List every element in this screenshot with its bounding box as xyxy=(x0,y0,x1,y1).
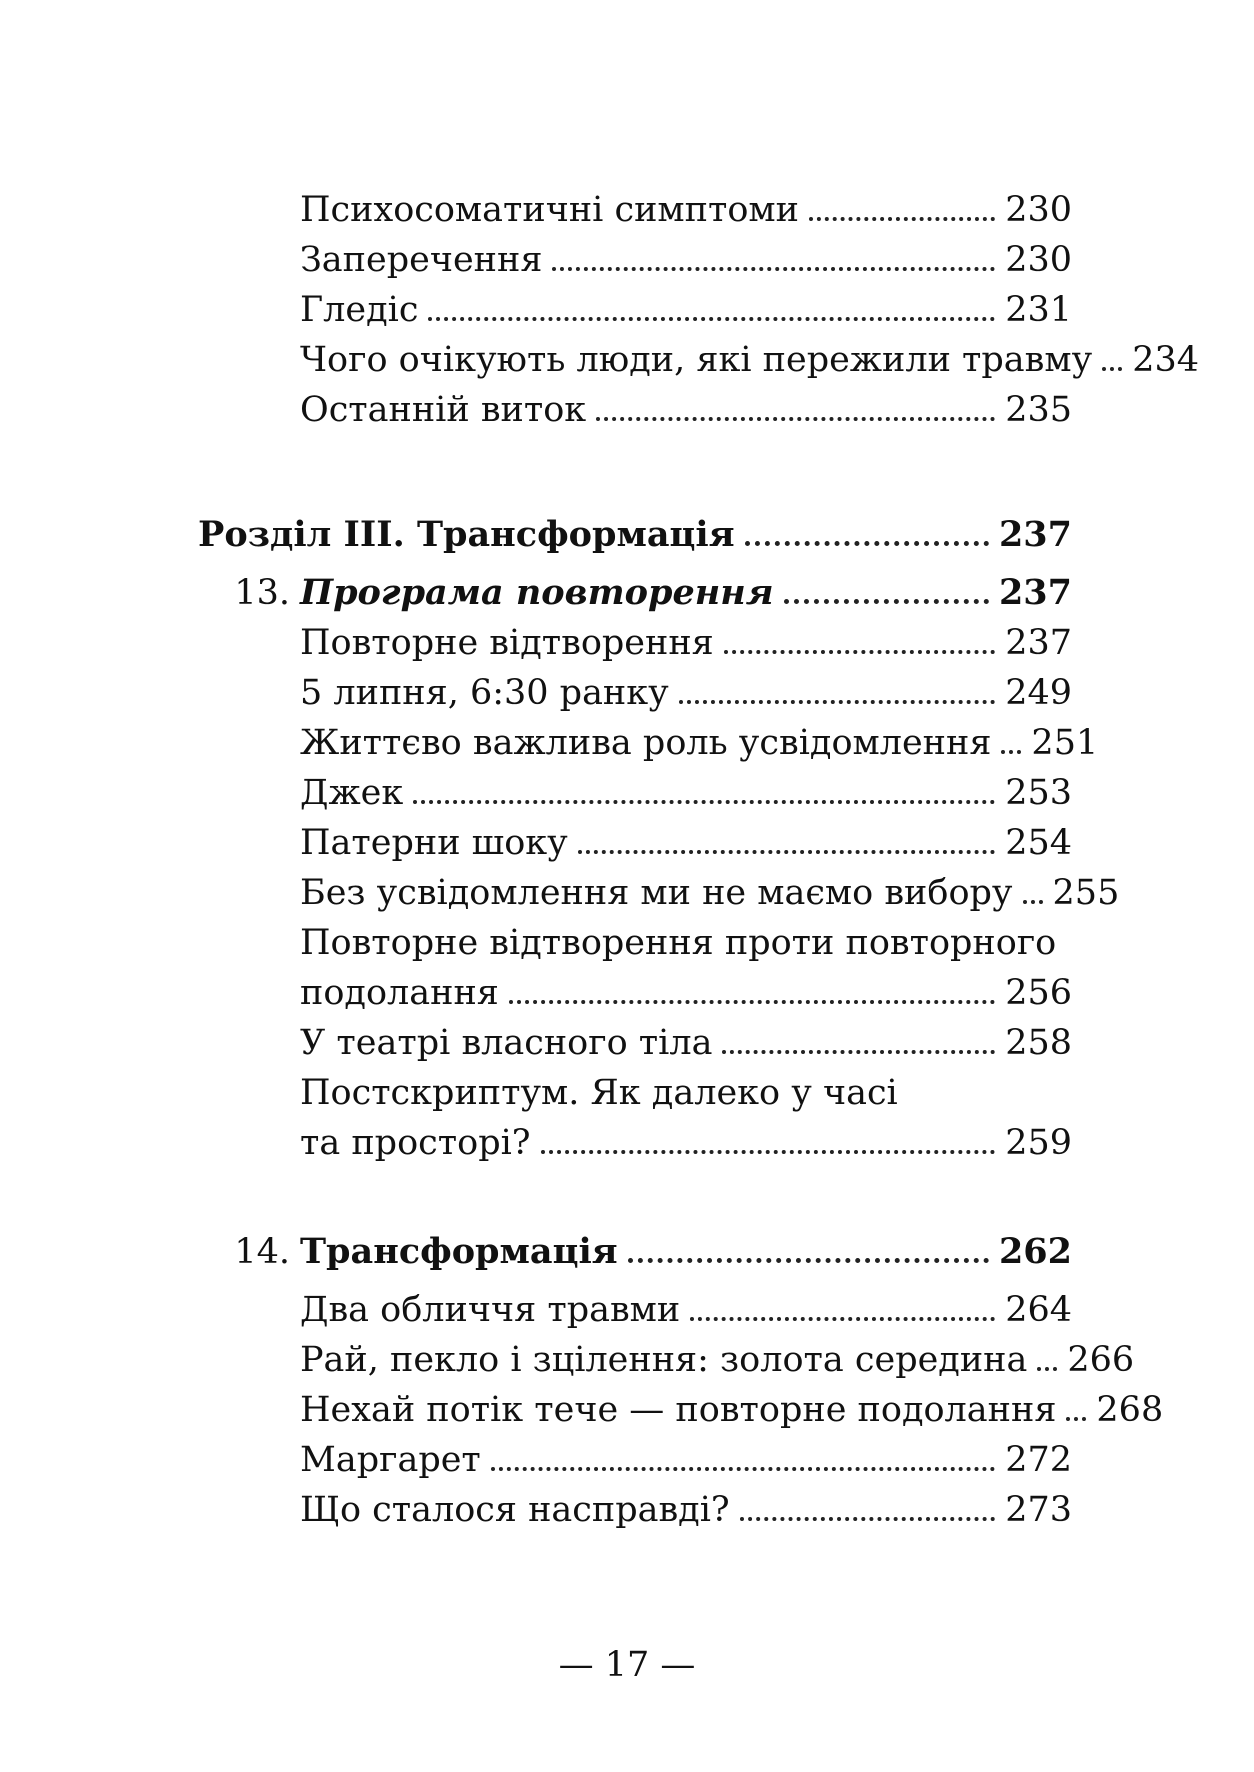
toc-entry xyxy=(0,1435,1254,1485)
toc-entry xyxy=(0,1018,1254,1068)
toc-entry-title: Життєво важлива роль усвідомлення xyxy=(300,723,992,763)
toc-entry-title: Останній виток xyxy=(300,390,587,430)
toc-entry xyxy=(0,1118,1254,1168)
toc-entry xyxy=(0,335,1254,385)
toc-entry-page: 254 xyxy=(1005,823,1072,863)
chapter-title: Трансформація xyxy=(300,1231,618,1272)
toc-entry-title-line1: Постскриптум. Як далеко у часі xyxy=(300,1073,898,1113)
toc-entry-page: 235 xyxy=(1005,390,1072,430)
toc-entry-title: Гледіс xyxy=(300,290,419,330)
toc-entry-page: 266 xyxy=(1067,1340,1135,1380)
toc-entry-title: Два обличчя травми xyxy=(300,1290,681,1330)
toc-entry xyxy=(0,868,1254,918)
toc-entry-title: У театрі власного тіла xyxy=(300,1023,713,1063)
chapter-page: 262 xyxy=(998,1231,1072,1272)
toc-entry-page: 272 xyxy=(1005,1440,1072,1480)
toc-entry-page: 230 xyxy=(1005,190,1072,230)
page-number: — 17 — xyxy=(558,1645,696,1685)
leader-dots xyxy=(745,541,989,546)
toc-entry xyxy=(0,1285,1254,1335)
toc-entry xyxy=(0,1385,1254,1435)
toc-entry-page: 264 xyxy=(1005,1290,1072,1330)
toc-entry xyxy=(0,818,1254,868)
toc-entry-title: Психосоматичні симптоми xyxy=(300,190,799,230)
leader-dots xyxy=(541,1150,996,1154)
toc-entry xyxy=(0,185,1254,235)
toc-entry xyxy=(0,968,1254,1018)
leader-dots xyxy=(809,217,995,221)
toc-entry-title: Без усвідомлення ми не маємо вибору xyxy=(300,873,1013,913)
section-title: Розділ ІІІ. Трансформація xyxy=(198,514,735,555)
toc-entry-page: 253 xyxy=(1005,773,1072,813)
toc-entry-title: Джек xyxy=(300,773,404,813)
chapter-number: 13. xyxy=(234,573,290,613)
toc-entry-wrap-line xyxy=(0,1068,1254,1118)
leader-dots xyxy=(1001,750,1021,754)
leader-dots xyxy=(679,700,995,704)
leader-dots xyxy=(1023,900,1043,904)
toc-entry-title: 5 липня, 6:30 ранку xyxy=(300,673,669,713)
toc-entry-page: 256 xyxy=(1005,973,1072,1013)
toc-entry xyxy=(0,285,1254,335)
leader-dots xyxy=(740,1517,995,1521)
leader-dots xyxy=(578,850,995,854)
leader-dots xyxy=(1066,1417,1086,1421)
toc-entry xyxy=(0,235,1254,285)
leader-dots xyxy=(1102,367,1122,371)
toc-chapter-heading xyxy=(0,1227,1254,1277)
chapter-title: Програма повторення xyxy=(300,572,774,613)
toc-section-heading xyxy=(0,510,1254,560)
toc-entry-title: Заперечення xyxy=(300,240,543,280)
leader-dots xyxy=(784,599,989,604)
leader-dots xyxy=(628,1258,989,1263)
toc-entry xyxy=(0,768,1254,818)
leader-dots xyxy=(690,1317,995,1321)
toc-entry-page: 231 xyxy=(1005,290,1072,330)
toc-entry-title: Маргарет xyxy=(300,1440,481,1480)
leader-dots xyxy=(413,800,995,804)
toc-entry-title: Чого очікують люди, які пережили травму xyxy=(300,340,1093,380)
chapter-page: 237 xyxy=(998,572,1072,613)
toc-entry-page: 255 xyxy=(1052,873,1120,913)
toc-entry-title-line1: Повторне відтворення проти повторного xyxy=(300,923,1057,963)
chapter-number: 14. xyxy=(234,1232,290,1272)
leader-dots xyxy=(1037,1367,1057,1371)
toc-entry xyxy=(0,385,1254,435)
leader-dots xyxy=(596,417,995,421)
toc-entry-page: 258 xyxy=(1005,1023,1072,1063)
toc-entry-page: 259 xyxy=(1005,1123,1072,1163)
toc-entry-title: Нехай потік тече — повторне подолання xyxy=(300,1390,1057,1430)
leader-dots xyxy=(552,267,995,271)
leader-dots xyxy=(428,317,995,321)
toc-entry xyxy=(0,668,1254,718)
leader-dots xyxy=(491,1467,995,1471)
section-page: 237 xyxy=(998,514,1072,555)
toc-entry-title: та просторі? xyxy=(300,1123,531,1163)
toc-chapter-heading xyxy=(0,568,1254,618)
toc-entry-page: 234 xyxy=(1132,340,1199,380)
toc-entry xyxy=(0,1485,1254,1535)
toc-entry-page: 273 xyxy=(1005,1490,1072,1530)
toc-entry-wrap-line xyxy=(0,918,1254,968)
toc-entry-page: 249 xyxy=(1005,673,1072,713)
toc-entry-title: Повторне відтворення xyxy=(300,623,714,663)
toc-entry-title: Що сталося насправді? xyxy=(300,1490,730,1530)
toc-entry-page: 230 xyxy=(1005,240,1072,280)
leader-dots xyxy=(724,650,995,654)
toc-entry-title: подолання xyxy=(300,973,499,1013)
toc-entry xyxy=(0,618,1254,668)
toc-entry xyxy=(0,1335,1254,1385)
leader-dots xyxy=(509,1000,995,1004)
leader-dots xyxy=(722,1050,995,1054)
toc-entry-page: 237 xyxy=(1005,623,1072,663)
toc-entry-page: 251 xyxy=(1031,723,1099,763)
toc-entry-page: 268 xyxy=(1096,1390,1164,1430)
toc-entry xyxy=(0,718,1254,768)
toc-entry-title: Рай, пекло і зцілення: золота середина xyxy=(300,1340,1028,1380)
toc-entry-title: Патерни шоку xyxy=(300,823,568,863)
